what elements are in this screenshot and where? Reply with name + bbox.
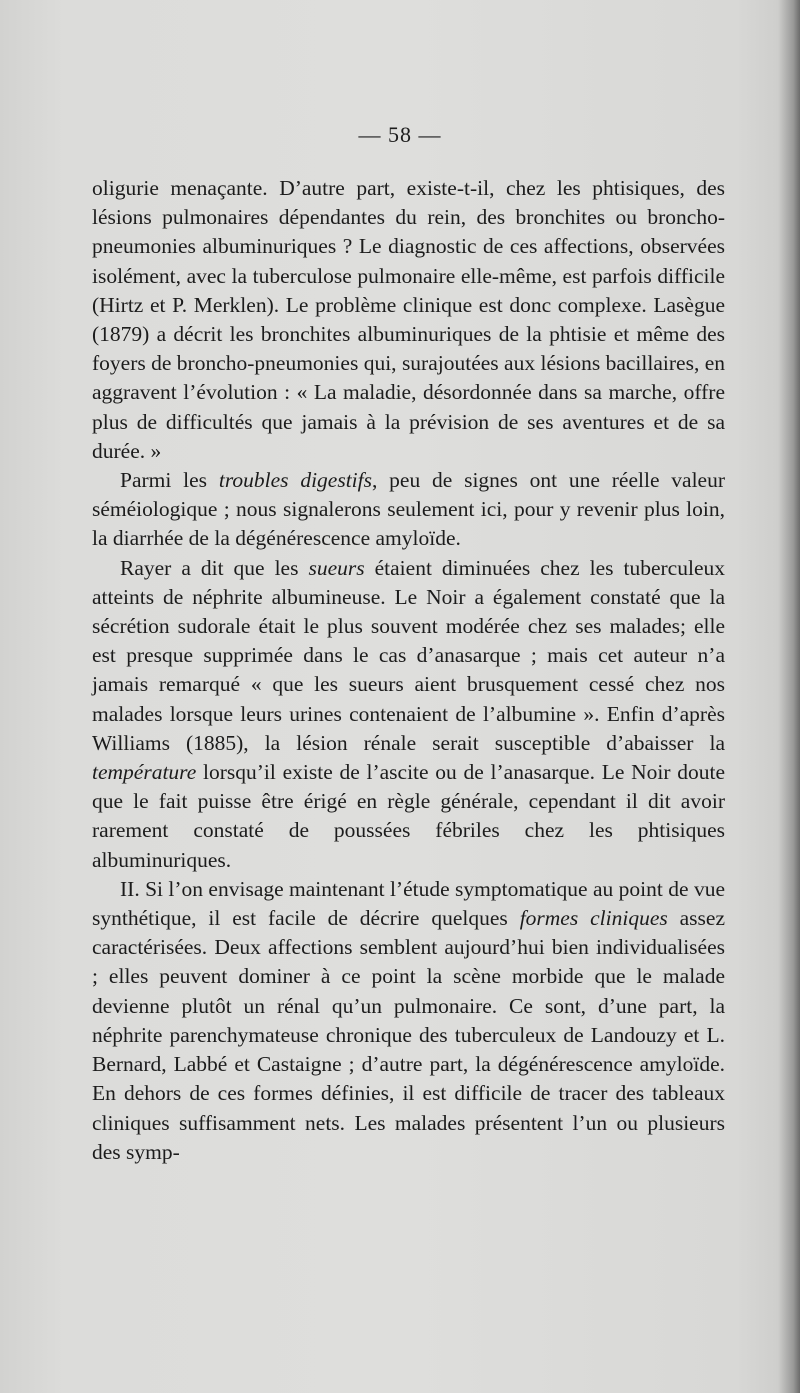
- page-number: — 58 —: [358, 122, 442, 147]
- paragraph: [92, 466, 725, 554]
- paragraph: [92, 875, 725, 1167]
- text-segment: lorsqu’il existe de l’ascite ou de l’anasarque. Le Noir doute que le fait puisse être érigé en règle générale, cependant il dit avoir rarement constaté de poussées fébriles chez les phtisiques albuminuriques.: [92, 760, 725, 872]
- text-segment: oligurie menaçante. D’autre part, existe-t-il, chez les phtisiques, des lésions pulmonaires dépendantes du rein, des bronchites ou broncho-pneumonies albuminuriques ? Le diagnostic de ces affections, observées isolément, avec la tuberculose pulmonaire elle-même, est parfois difficile (Hirtz et P. Merklen). Le problème clinique est donc complexe. Lasègue (1879) a décrit les bronchites albuminuriques de la phtisie et même des foyers de broncho-pneumonies qui, surajoutées aux lésions bacillaires, en aggravent l’évolution : « La maladie, désordonnée dans sa marche, offre plus de difficultés que jamais à la prévision de ses aventures et de sa durée. »: [92, 176, 725, 463]
- paragraph: [92, 554, 725, 875]
- text-segment: Parmi les: [120, 468, 219, 493]
- text-segment: étaient diminuées chez les tuberculeux atteints de néphrite albumineuse. Le Noir a également constaté que la sécrétion sudorale était le plus souvent modérée chez ses malades; elle est presque supprimée dans le cas d’anasarque ; mais cet auteur n’a jamais remarqué « que les sueurs aient brusquement cessé chez nos malades lorsque leurs urines contenaient de l’albumine ». Enfin d’après Williams (1885), la lésion rénale serait susceptible d’abaisser la: [92, 555, 725, 755]
- text-segment: Rayer a dit que les: [120, 555, 309, 580]
- paragraph: [92, 174, 725, 466]
- body-text: [92, 174, 725, 1167]
- text-segment: II. Si l’on envisage maintenant l’étude symptomatique au point de vue synthétique, il est facile de décrire quelques: [92, 876, 725, 931]
- text-segment: assez caractérisées. Deux affections semblent aujourd’hui bien individualisées ; elles peuvent dominer à ce point la scène morbide que le malade devienne plutôt un rénal qu’un pulmonaire. Ce sont, d’une part, la néphrite parenchymateuse chronique des tuberculeux de Landouzy et L. Bernard, Labbé et Castaigne ; d’autre part, la dégénérescence amyloïde. En dehors de ces formes définies, il est difficile de tracer des tableaux cliniques suffisamment nets. Les malades présentent l’un ou plusieurs des symp-: [92, 906, 725, 1164]
- page-edge-shadow: [778, 0, 800, 1393]
- italic-term: troubles digestifs: [218, 468, 372, 493]
- italic-term: formes cliniques: [519, 906, 668, 931]
- italic-term: sueurs: [308, 555, 365, 580]
- text-segment: , peu de signes ont une réelle valeur séméiologique ; nous signalerons seulement ici, pour y revenir plus loin, la diarrhée de la dégénérescence amyloïde.: [92, 468, 725, 551]
- italic-term: température: [92, 760, 197, 785]
